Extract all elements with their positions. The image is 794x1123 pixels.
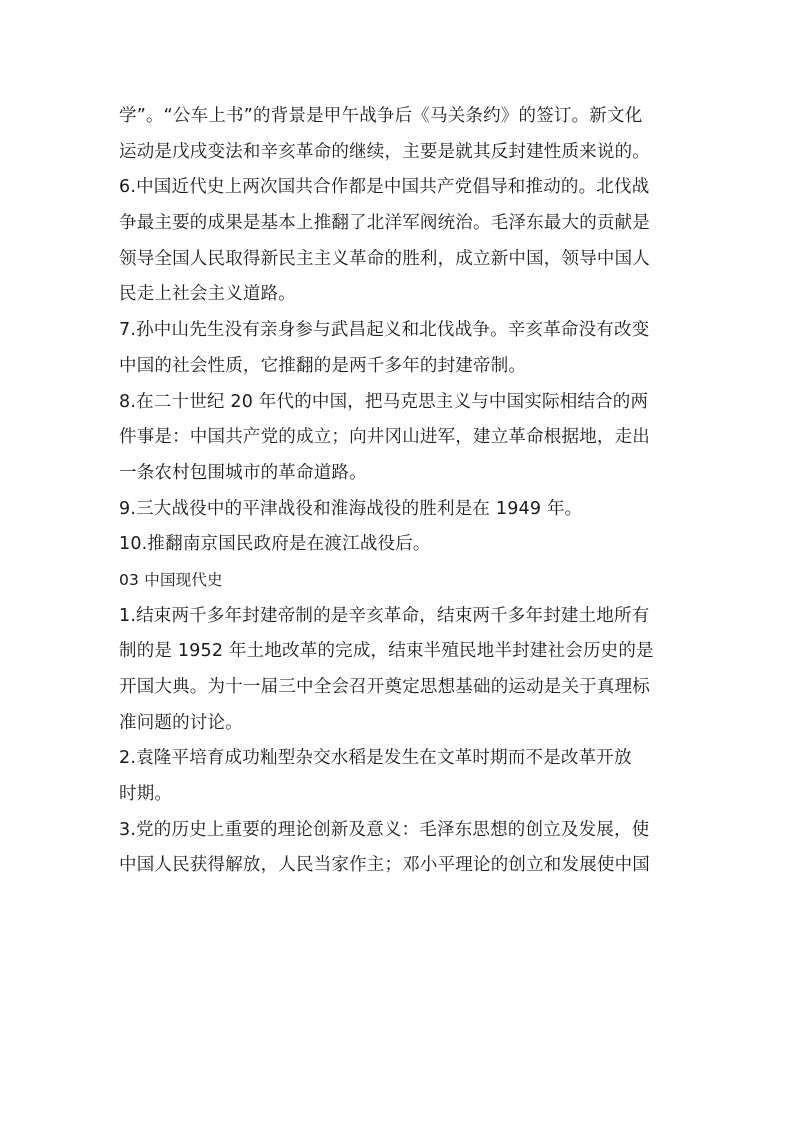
text-line: 一条农村包围城市的革命道路。 <box>119 462 367 483</box>
text-line: 8.在二十世纪 20 年代的中国，把马克思主义与中国实际相结合的两 <box>119 391 649 412</box>
text-line: 时期。 <box>119 784 173 805</box>
text-line: 中国人民获得解放，人民当家作主；邓小平理论的创立和发展使中国 <box>119 855 650 876</box>
text-line: 运动是戊戌变法和辛亥革命的继续，主要是就其反封建性质来说的。 <box>119 141 650 162</box>
text-line: 领导全国人民取得新民主主义革命的胜利，成立新中国，领导中国人 <box>119 248 650 269</box>
text-line: 准问题的讨论。 <box>119 712 243 733</box>
document-body <box>119 99 677 884</box>
text-line: 学”。“公车上书”的背景是甲午战争后《马关条约》的签订。新文化 <box>119 106 643 126</box>
text-line: 件事是：中国共产党的成立；向井冈山进军，建立革命根据地，走出 <box>119 427 650 448</box>
text-line: 10.推翻南京国民政府是在渡江战役后。 <box>119 534 431 555</box>
text-line: 中国的社会性质，它推翻的是两千多年的封建帝制。 <box>119 355 527 376</box>
text-line: 制的是 1952 年土地改革的完成，结束半殖民地半封建社会历史的是 <box>119 641 654 662</box>
text-line: 7.孙中山先生没有亲身参与武昌起义和北伐战争。辛亥革命没有改变 <box>119 320 650 341</box>
text-line: 3.党的历史上重要的理论创新及意义：毛泽东思想的创立及发展，使 <box>119 819 650 840</box>
section-heading: 03 中国现代史 <box>119 570 223 589</box>
text-line: 开国大典。为十一届三中全会召开奠定思想基础的运动是关于真理标 <box>119 677 650 697</box>
text-line: 1.结束两千多年封建帝制的是辛亥革命，结束两千多年封建土地所有 <box>119 605 650 626</box>
text-line: 6.中国近代史上两次国共合作都是中国共产党倡导和推动的。北伐战 <box>119 177 650 198</box>
text-line: 2.袁隆平培育成功籼型杂交水稻是发生在文革时期而不是改革开放 <box>119 748 632 769</box>
text-line: 民走上社会主义道路。 <box>119 284 296 305</box>
text-line: 9.三大战役中的平津战役和淮海战役的胜利是在 1949 年。 <box>119 498 583 519</box>
text-line: 争最主要的成果是基本上推翻了北洋军阀统治。毛泽东最大的贡献是 <box>119 213 650 234</box>
